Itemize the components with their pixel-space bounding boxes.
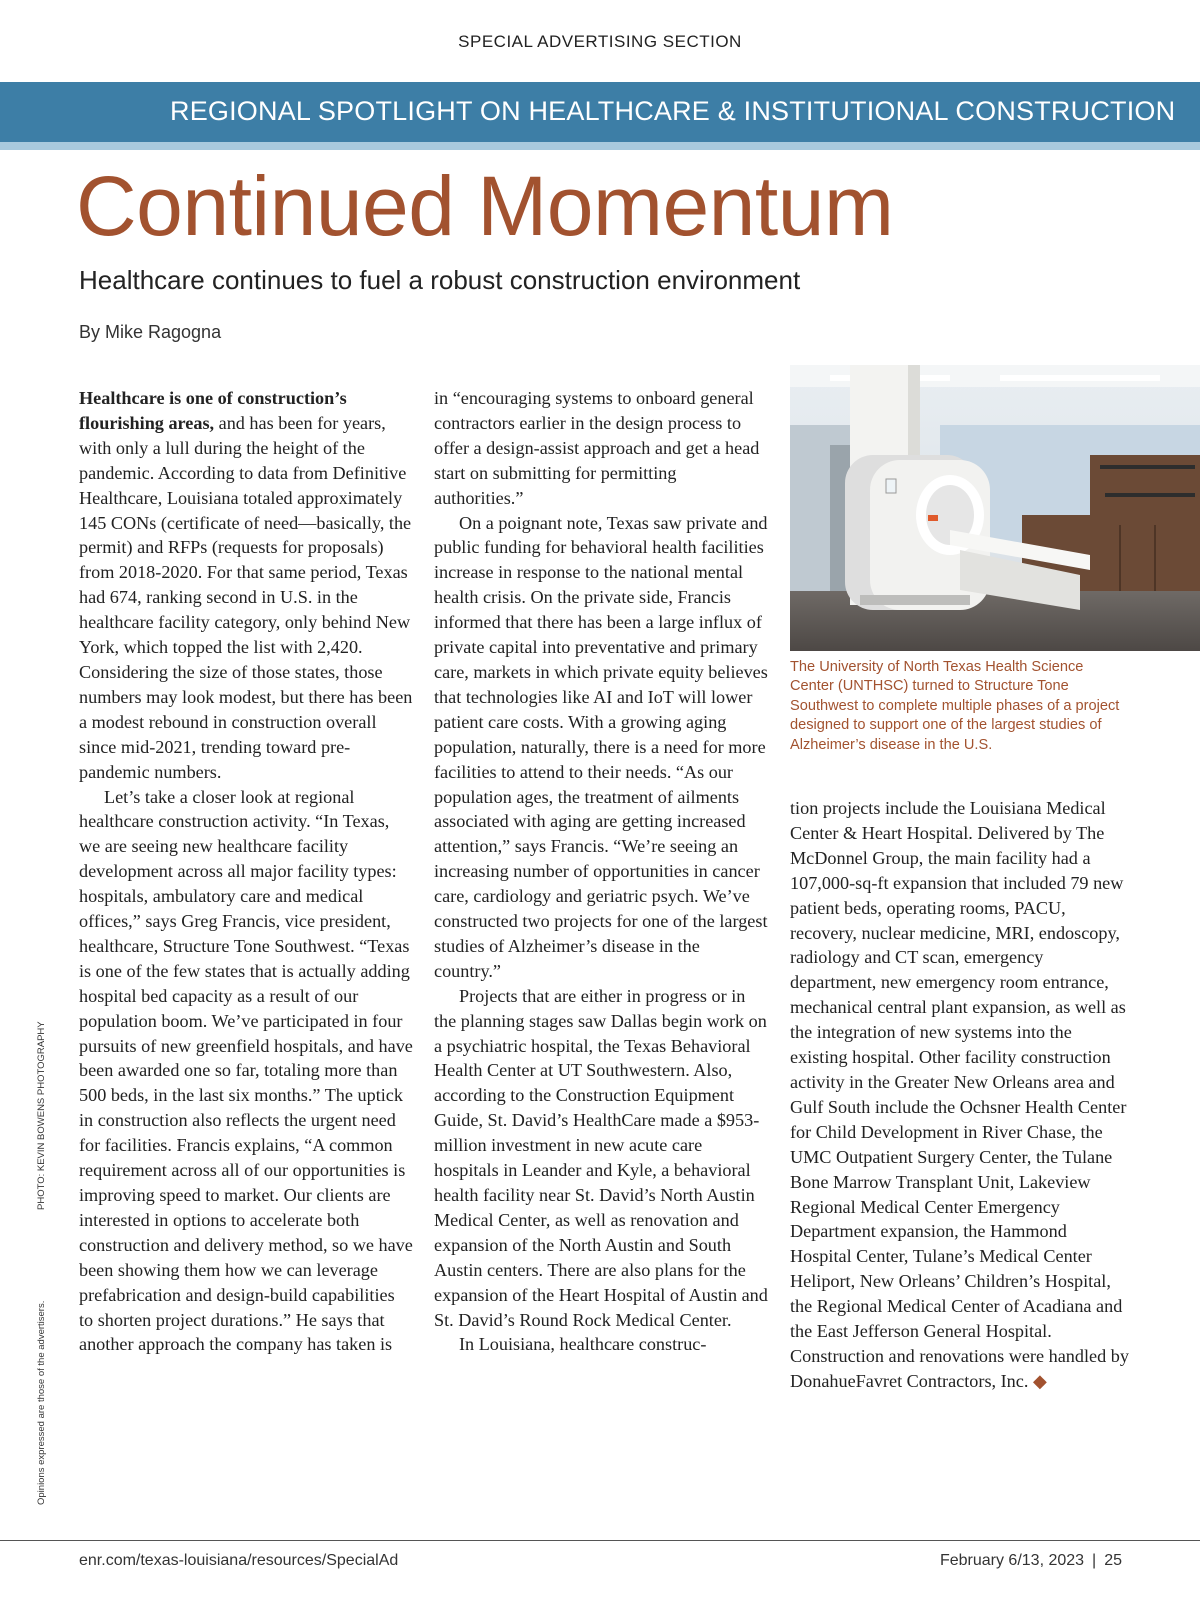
article-subhead: Healthcare continues to fuel a robust construction environment bbox=[79, 265, 801, 295]
advertiser-disclaimer: Opinions expressed are those of the advertisers. bbox=[36, 1300, 47, 1505]
footer-separator: | bbox=[1092, 1552, 1097, 1569]
article-byline: By Mike Ragogna bbox=[79, 322, 222, 342]
paragraph-1 bbox=[79, 386, 413, 785]
banner-title: REGIONAL SPOTLIGHT ON HEALTHCARE & INSTITUTIONAL CONSTRUCTION bbox=[170, 96, 1176, 126]
paragraph-5: In Louisiana, healthcare construc- bbox=[459, 1334, 707, 1355]
paragraph-2-continued: in “encouraging systems to onboard general contractors earlier in the design process to offer a design-assist approach and get a head start on submitting for permitting authorities.” bbox=[434, 388, 760, 508]
paragraph-3: On a poignant note, Texas saw private and public funding for behavioral health facilities increase in response to the national mental health crisis. On the private side, Francis informed that there has been a large influx of private capital into preventative and primary care, markets in which private equity believes that technologies like AI and IoT will lower patient care costs. With a growing aging population, naturally, there is a need for more facilities to attend to their needs. “As our population ages, the treatment of ailments associated with aging are getting increased attention,” says Francis. “We’re seeing an increasing number of opportunities in cancer care, cardiology and geriatric psych. We’ve constructed two projects for one of the largest studies of Alzheimer’s disease in the country.” bbox=[434, 512, 768, 981]
footer-url: enr.com/texas-louisiana/resources/SpecialAd bbox=[79, 1552, 399, 1569]
mri-room-photo bbox=[790, 365, 1200, 651]
page-number: 25 bbox=[1104, 1552, 1122, 1569]
mri-room-illustration bbox=[790, 365, 1200, 651]
banner-accent-strip bbox=[0, 142, 1200, 150]
lead-in: Healthcare is one of construction’s flourishing areas, bbox=[79, 388, 347, 433]
section-label: SPECIAL ADVERTISING SECTION bbox=[458, 32, 742, 51]
paragraph-5-continued bbox=[790, 796, 1130, 1394]
paragraph-5-continued-text: tion projects include the Louisiana Medical Center & Heart Hospital. Delivered by The McDonnel Group, the main facility had a 107,000-sq-ft expansion that included 79 new patient beds, operating rooms, PACU, recovery, nuclear medicine, MRI, endoscopy, radiology and CT scan, emergency department, new emergency room entrance, mechanical central plant expansion, as well as the integration of new systems into the existing hospital. Other facility construction activity in the Greater New Orleans area and Gulf South include the Ochsner Health Center for Child Development in River Chase, the UMC Outpatient Surgery Center, the Tulane Bone Marrow Transplant Unit, Lakeview Regional Medical Center Emergency Department expansion, the Hammond Hospital Center, Tulane’s Medical Center Heliport, New Orleans’ Children’s Hospital, the Regional Medical Center of Acadiana and the East Jefferson General Hospital. Construction and renovations were handled by DonahueFavret Contractors, Inc. bbox=[790, 798, 1129, 1391]
paragraph-1-body: and has been for years, with only a lull during the height of the pandemic. According to data from Definitive Healthcare, Louisiana totaled approximately 145 CONs (certificate of need—basically, the permit) and RFPs (requests for proposals) from 2018-2020. For that same period, Texas had 674, ranking second in U.S. in the healthcare facility category, only behind New York, which topped the list with 2,420. Considering the size of those states, those numbers may look modest, but there has been a modest rebound in construction overall since mid-2021, trending toward pre-pandemic numbers. bbox=[79, 412, 413, 782]
photo-credit: PHOTO: KEVIN BOWENS PHOTOGRAPHY bbox=[36, 1021, 47, 1210]
paragraph-2: Let’s take a closer look at regional healthcare construction activity. “In Texas, we are seeing new healthcare facility development across all major facility types: hospitals, ambulatory care and medical offices,” says Greg Francis, vice president, healthcare, Structure Tone Southwest. “Texas is one of the few states that is actually adding hospital bed capacity as a result of our population boom. We’ve participated in four pursuits of new greenfield hospitals, and have been awarded one so far, totaling more than 500 beds, in the last six months.” The uptick in construction also reflects the urgent need for facilities. Francis explains, “A common requirement across all of our opportunities is improving speed to market. Our clients are interested in options to accelerate both construction and delivery method, so we have been showing them how we can leverage prefabrication and design-build capabilities to shorten project durations.” He says that another approach the company has taken is bbox=[79, 786, 413, 1355]
article-headline: Continued Momentum bbox=[76, 159, 894, 253]
footer-divider bbox=[0, 1540, 1200, 1541]
paragraph-4: Projects that are either in progress or in the planning stages saw Dallas begin work on a psychiatric hospital, the Texas Behavioral Health Center at UT Southwestern. Also, according to the Construction Equipment Guide, St. David’s HealthCare made a $953-million investment in new acute care hospitals in Leander and Kyle, a behavioral health facility near St. David’s North Austin Medical Center, as well as renovation and expansion of the North Austin and South Austin centers. There are also plans for the expansion of the Heart Hospital of Austin and St. David’s Round Rock Medical Center. bbox=[434, 985, 768, 1330]
article-column-1 bbox=[79, 386, 413, 1357]
article-column-2 bbox=[434, 386, 768, 1357]
article-column-3 bbox=[790, 796, 1130, 1394]
footer-date: February 6/13, 2023 bbox=[939, 1552, 1085, 1569]
footer-date-page bbox=[940, 1552, 1122, 1570]
photo-caption: The University of North Texas Health Science Center (UNTHSC) turned to Structure Tone Southwest to complete multiple phases of a project designed to support one of the largest studies of Alzheimer’s disease in the U.S. bbox=[790, 659, 1120, 753]
end-mark-icon: ◆ bbox=[1032, 1370, 1047, 1391]
